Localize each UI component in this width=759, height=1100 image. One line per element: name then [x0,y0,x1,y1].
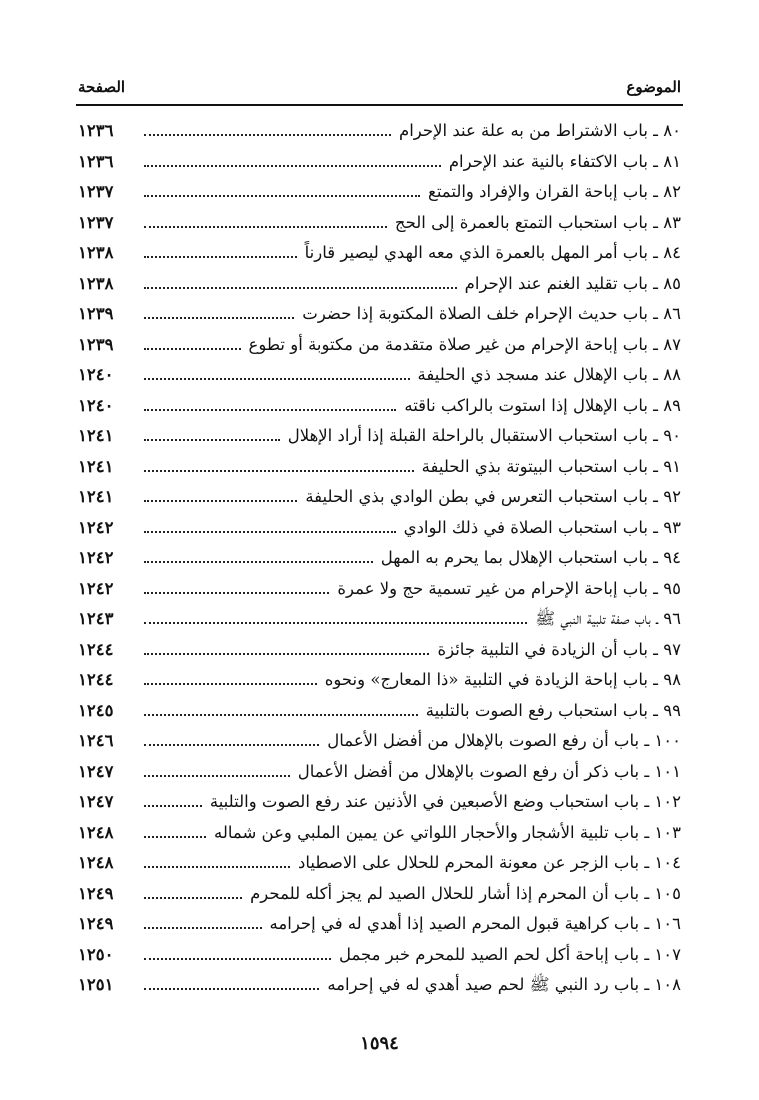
toc-entry [78,696,681,727]
entry-title: ٩٩ ـ باب استحباب رفع الصوت بالتلبية [425,700,681,720]
toc-entry [78,147,681,178]
toc-entry [78,177,681,208]
entry-page-number: ١٢٤١ [78,456,114,476]
dot-leader [144,256,297,258]
toc-entry [78,818,681,849]
entry-title: ٨٩ ـ باب الإهلال إذا استوت بالراكب ناقته [404,395,681,415]
toc-entry [78,299,681,330]
dot-leader [144,348,241,350]
toc-entry [78,665,681,696]
entry-title: ٨٨ ـ باب الإهلال عند مسجد ذي الحليفة [417,365,681,384]
entry-title: ٨٢ ـ باب إباحة القران والإفراد والتمتع [428,182,681,201]
toc-entry [78,574,681,605]
entry-title: ٩١ ـ باب استحباب البيتوتة بذي الحليفة [421,456,681,476]
dot-leader [144,165,441,167]
toc-entry [78,208,681,239]
toc-entry [78,543,681,574]
dot-leader [144,531,396,533]
topic-column-label: الموضوع [626,78,681,96]
toc-entry [78,848,681,879]
entry-page-number: ١٢٣٩ [78,304,114,323]
toc-entry [78,787,681,818]
toc-entry [78,330,681,361]
entry-title: ١٠٦ ـ باب كراهية قبول المحرم الصيد إذا أهدي له في إحرامه [269,914,681,933]
dot-leader [144,439,280,441]
entry-title: ٨٦ ـ باب حديث الإحرام خلف الصلاة المكتوبة إذا حضرت [302,304,681,323]
entry-title: ٨٧ ـ باب إباحة الإحرام من غير صلاة متقدمة من مكتوبة أو تطوع [248,334,681,354]
entry-title: ٩٤ ـ باب استحباب الإهلال بما يحرم به المهل [380,548,681,567]
entry-page-number: ١٢٣٧ [78,212,114,232]
entry-page-number: ١٢٤٩ [78,914,114,933]
entry-page-number: ١٢٣٨ [78,273,114,293]
entry-page-number: ١٢٤٩ [78,883,114,903]
toc-entry [78,726,681,757]
entry-page-number: ١٢٣٧ [78,182,114,201]
dot-leader [144,897,242,899]
dot-leader [144,317,294,319]
entry-page-number: ١٢٥١ [78,975,114,994]
entry-page-number: ١٢٥٠ [78,944,114,964]
toc-entry [78,940,681,971]
entry-page-number: ١٢٤١ [78,426,114,445]
entry-page-number: ١٢٣٦ [78,121,114,140]
dot-leader [144,287,457,289]
entry-title: ١٠٣ ـ باب تلبية الأشجار والأحجار اللواتي عن يمين الملبي وعن شماله [214,822,681,842]
entry-page-number: ١٢٣٦ [78,151,114,171]
entry-page-number: ١٢٤٢ [78,548,114,567]
toc-entry [78,269,681,300]
toc-entry [78,391,681,422]
dot-leader [144,622,527,624]
entry-page-number: ١٢٤٧ [78,761,114,781]
entry-title: ١٠٠ ـ باب أن رفع الصوت بالإهلال من أفضل الأعمال [327,731,681,750]
entry-title: ٩٣ ـ باب استحباب الصلاة في ذلك الوادي [403,517,681,537]
dot-leader [144,988,319,990]
dot-leader [144,683,317,685]
entry-title: ٨٥ ـ باب تقليد الغنم عند الإحرام [464,273,681,293]
toc-list [78,116,681,1001]
toc-entry [78,909,681,940]
entry-title: ٩٨ ـ باب إباحة الزيادة في التلبية «ذا المعارج» ونحوه [324,670,681,689]
entry-page-number: ١٢٤٦ [78,731,114,750]
entry-page-number: ١٢٤٤ [78,670,114,689]
dot-leader [144,409,396,411]
entry-title: ١٠٨ ـ باب رد النبي ﷺ لحم صيد أهدي له في إحرامه [327,975,681,994]
entry-title: ٩٢ ـ باب استحباب التعرس في بطن الوادي بذي الحليفة [305,487,681,506]
entry-page-number: ١٢٤٨ [78,822,114,842]
dot-leader [144,653,429,655]
entry-page-number: ١٢٣٩ [78,334,114,354]
toc-entry [78,604,681,635]
dot-leader [144,134,391,136]
entry-title: ١٠٥ ـ باب أن المحرم إذا أشار للحلال الصيد لم يجز أكله للمحرم [250,883,681,903]
entry-title: ٩٦ ـ باب صفة تلبية النبي ﷺ [535,609,681,628]
toc-entry [78,757,681,788]
dot-leader [144,561,373,563]
entry-page-number: ١٢٣٨ [78,243,114,262]
dot-leader [144,836,206,838]
entry-title: ٨٤ ـ باب أمر المهل بالعمرة الذي معه الهدي ليصير قارناً [304,243,681,262]
entry-title: ١٠٢ ـ باب استحباب وضع الأصبعين في الأذنين عند رفع الصوت والتلبية [209,792,681,811]
dot-leader [144,866,290,868]
header-divider [76,104,683,106]
dot-leader [144,378,410,380]
dot-leader [144,775,290,777]
dot-leader [144,958,331,960]
entry-page-number: ١٢٤٨ [78,853,114,872]
toc-entry [78,116,681,147]
entry-page-number: ١٢٤٥ [78,700,114,720]
toc-entry [78,360,681,391]
dot-leader [144,927,262,929]
entry-page-number: ١٢٤٢ [78,517,114,537]
dot-leader [144,714,418,716]
entry-title: ١٠٧ ـ باب إباحة أكل لحم الصيد للمحرم خبر مجمل [339,944,681,964]
entry-title: ١٠٤ ـ باب الزجر عن معونة المحرم للحلال على الاصطياد [297,853,681,872]
entry-title: ١٠١ ـ باب ذكر أن رفع الصوت بالإهلال من أفضل الأعمال [297,761,681,781]
page-column-label: الصفحة [78,78,126,96]
dot-leader [144,195,420,197]
entry-title: ٨٣ ـ باب استحباب التمتع بالعمرة إلى الحج [394,212,681,232]
entry-title: ٩٥ ـ باب إباحة الإحرام من غير تسمية حج ولا عمرة [337,578,681,598]
toc-entry [78,482,681,513]
entry-page-number: ١٢٤٣ [78,609,114,628]
toc-entry [78,452,681,483]
toc-entry [78,970,681,1001]
entry-page-number: ١٢٤٤ [78,639,114,659]
entry-page-number: ١٢٤٧ [78,792,114,811]
entry-page-number: ١٢٤٢ [78,578,114,598]
entry-title: ٩٠ ـ باب استحباب الاستقبال بالراحلة القبلة إذا أراد الإهلال [287,426,681,445]
entry-title: ٨١ ـ باب الاكتفاء بالنية عند الإحرام [448,151,681,171]
toc-entry [78,513,681,544]
toc-entry [78,421,681,452]
dot-leader [144,592,329,594]
dot-leader [144,500,297,502]
entry-title: ٩٧ ـ باب أن الزيادة في التلبية جائزة [437,639,681,659]
toc-entry [78,238,681,269]
toc-header [78,72,681,102]
toc-entry [78,879,681,910]
entry-page-number: ١٢٤٠ [78,395,114,415]
dot-leader [144,470,414,472]
dot-leader [144,226,387,228]
entry-page-number: ١٢٤٠ [78,365,114,384]
page-number: ١٥٩٤ [360,1033,399,1054]
toc-entry [78,635,681,666]
dot-leader [144,744,319,746]
entry-page-number: ١٢٤١ [78,487,114,506]
dot-leader [144,805,202,807]
entry-title: ٨٠ ـ باب الاشتراط من به علة عند الإحرام [398,121,681,140]
